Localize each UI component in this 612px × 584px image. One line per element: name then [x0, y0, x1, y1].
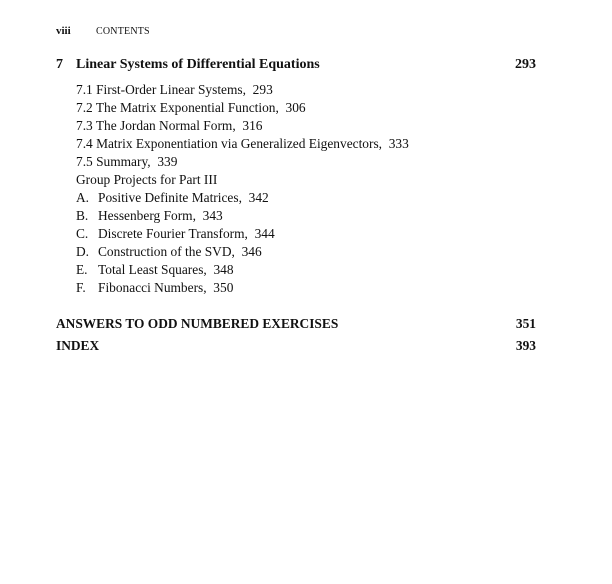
- back-matter-title: ANSWERS TO ODD NUMBERED EXERCISES: [56, 316, 339, 331]
- section-entry: [76, 117, 516, 135]
- back-matter-title: INDEX: [56, 338, 100, 353]
- index-entry: [56, 337, 536, 355]
- project-page: 343: [202, 208, 223, 223]
- chapter-number: 7: [56, 57, 63, 72]
- answers-entry: [56, 315, 536, 333]
- project-page: 348: [213, 262, 234, 277]
- project-title: Construction of the SVD,: [98, 244, 235, 259]
- chapter-page-number: 293: [515, 57, 536, 72]
- back-matter-page: 393: [515, 338, 536, 353]
- section-page: 306: [285, 100, 306, 115]
- section-entry: [76, 153, 516, 171]
- project-entry: [76, 279, 516, 297]
- project-letter: A.: [76, 190, 90, 205]
- section-label: 7.3 The Jordan Normal Form,: [76, 118, 236, 133]
- running-head: [56, 24, 150, 39]
- chapter-7-entry: [56, 56, 536, 74]
- project-entry: [76, 225, 516, 243]
- project-title: Fibonacci Numbers,: [98, 280, 207, 295]
- project-entry: [76, 189, 516, 207]
- project-letter: E.: [76, 262, 88, 277]
- project-letter: C.: [76, 226, 89, 241]
- project-letter: F.: [76, 280, 86, 295]
- project-entry: [76, 207, 516, 225]
- project-title: Hessenberg Form,: [98, 208, 196, 223]
- section-page: 316: [242, 118, 263, 133]
- chapter-entries: [76, 81, 516, 297]
- project-letter: D.: [76, 244, 90, 259]
- chapter-title: Linear Systems of Differential Equations: [76, 57, 320, 72]
- project-page: 344: [254, 226, 275, 241]
- section-entry: [76, 135, 516, 153]
- section-label: 7.2 The Matrix Exponential Function,: [76, 100, 279, 115]
- project-entry: [76, 243, 516, 261]
- project-entry: [76, 261, 516, 279]
- section-page: 333: [388, 136, 409, 151]
- project-letter: B.: [76, 208, 89, 223]
- back-matter-page: 351: [515, 316, 536, 331]
- page-folio: viii: [56, 25, 71, 37]
- running-head-title: CONTENTS: [96, 26, 150, 37]
- section-entry: [76, 99, 516, 117]
- section-label: 7.5 Summary,: [76, 154, 151, 169]
- section-page: 339: [157, 154, 178, 169]
- project-title: Discrete Fourier Transform,: [98, 226, 248, 241]
- section-label: 7.1 First-Order Linear Systems,: [76, 82, 246, 97]
- project-page: 346: [241, 244, 262, 259]
- section-label: 7.4 Matrix Exponentiation via Generalized Eigenvectors,: [76, 136, 383, 151]
- section-page: 293: [252, 82, 273, 97]
- section-entry: [76, 81, 516, 99]
- project-title: Positive Definite Matrices,: [98, 190, 242, 205]
- project-page: 342: [248, 190, 269, 205]
- project-page: 350: [213, 280, 234, 295]
- group-projects-heading: Group Projects for Part III: [76, 172, 218, 187]
- project-title: Total Least Squares,: [98, 262, 207, 277]
